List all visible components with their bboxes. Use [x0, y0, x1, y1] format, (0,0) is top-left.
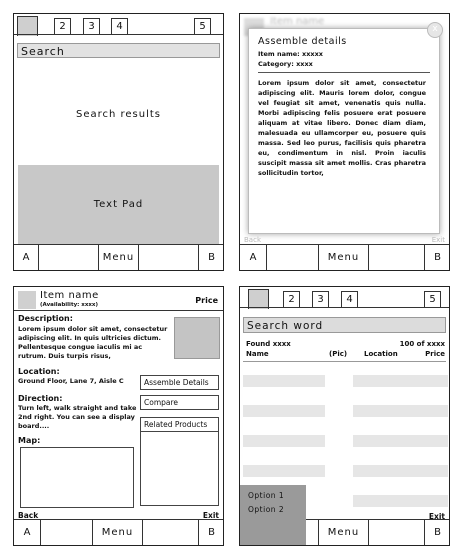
- bottom-bar: [14, 244, 223, 270]
- list-item[interactable]: [243, 405, 325, 417]
- popup-body: Lorem ipsum dolor sit amet, consectetur adipiscing elit. Mauris lorem dolor, congue vel feugiat sit amet, venenatis quis nulla. Morbi adipiscing felis posuere erat posuere aliquam at vitae libero. Donec diam diam, malesuada eu ullamcorper eu, posuere quis massa. Sed leo purus, facilisis quis pharetra eu, condimentum in nisl. Proin iaculis suscipit massa sit amet mollis. Cras pharetra sollicitudin tortor,: [258, 79, 426, 177]
- list-item[interactable]: [353, 495, 448, 507]
- back-link[interactable]: Back: [18, 511, 39, 520]
- map-label: Map:: [18, 436, 41, 445]
- softkey-b[interactable]: B: [198, 520, 224, 545]
- tab-1[interactable]: [17, 16, 38, 36]
- tab-1[interactable]: [248, 289, 269, 309]
- tab-3[interactable]: 3: [312, 291, 329, 307]
- assemble-details-button[interactable]: Assemble Details: [140, 375, 219, 390]
- location-text: Ground Floor, Lane 7, Aisle C: [18, 377, 124, 385]
- column-price[interactable]: Price: [425, 350, 445, 358]
- bottom-bar: [240, 244, 449, 270]
- list-item[interactable]: [353, 375, 448, 387]
- item-name: Item name: [40, 290, 99, 301]
- options-menu: [240, 485, 306, 546]
- result-range: 100 of xxxx: [399, 340, 445, 348]
- product-image: [174, 317, 220, 359]
- search-input[interactable]: Search: [17, 43, 220, 58]
- tab-5[interactable]: 5: [194, 18, 211, 34]
- compare-button[interactable]: Compare: [140, 395, 219, 410]
- tab-2[interactable]: 2: [283, 291, 300, 307]
- menu-button[interactable]: Menu: [92, 520, 142, 545]
- item-price: Price: [195, 296, 218, 305]
- screen-assemble-details: [239, 13, 450, 271]
- item-availability: (Availability: xxxx): [40, 302, 98, 308]
- item-thumbnail: [18, 291, 36, 309]
- map-area[interactable]: [20, 447, 134, 508]
- tab-4[interactable]: 4: [341, 291, 358, 307]
- direction-label: Direction:: [18, 394, 63, 403]
- softkey-b[interactable]: B: [424, 245, 450, 270]
- popup-title: Assemble details: [258, 36, 347, 47]
- list-item[interactable]: [353, 405, 448, 417]
- related-products-label: Related Products: [141, 418, 218, 432]
- popup-item-name: Item name: xxxxx: [258, 50, 323, 58]
- column-pic[interactable]: (Pic): [329, 350, 348, 358]
- softkey-a[interactable]: A: [22, 252, 30, 263]
- bottom-bar: [306, 519, 449, 545]
- exit-link[interactable]: Exit: [202, 511, 219, 520]
- list-item[interactable]: [243, 375, 325, 387]
- bottom-bar: [14, 519, 223, 545]
- softkey-b[interactable]: B: [198, 245, 224, 270]
- tab-5[interactable]: 5: [424, 291, 441, 307]
- close-icon[interactable]: x: [427, 22, 443, 38]
- column-name[interactable]: Name: [246, 350, 269, 358]
- tab-3[interactable]: 3: [83, 18, 100, 34]
- tab-bar: [14, 14, 223, 34]
- details-popup: [248, 28, 440, 234]
- related-products-panel: [140, 417, 219, 506]
- popup-category: Category: xxxx: [258, 60, 313, 68]
- description-text: Lorem ipsum dolor sit amet, consectetur adipiscing elit. In quis ultricies dictum. Pellentesque congue iaculis mi ac rutrum. Duis turpis risus,: [18, 325, 168, 360]
- text-pad[interactable]: Text Pad: [18, 165, 219, 245]
- direction-text: Turn left, walk straight and take 2nd right. You can see a display board....: [18, 404, 137, 430]
- option-1[interactable]: Option 1: [248, 491, 285, 500]
- list-item[interactable]: [353, 465, 448, 477]
- softkey-a[interactable]: A: [249, 252, 257, 263]
- search-word-input[interactable]: Search word: [243, 317, 446, 333]
- exit-link[interactable]: Exit: [431, 236, 445, 244]
- screen-search: [13, 13, 224, 271]
- softkey-b[interactable]: B: [424, 520, 450, 545]
- description-label: Description:: [18, 314, 73, 323]
- exit-link[interactable]: Exit: [428, 512, 445, 521]
- screen-item-details: [13, 286, 224, 546]
- tab-2[interactable]: 2: [54, 18, 71, 34]
- option-2[interactable]: Option 2: [248, 505, 285, 514]
- background-item-name: Item name: [270, 16, 325, 27]
- softkey-a[interactable]: A: [23, 527, 31, 538]
- location-label: Location:: [18, 367, 60, 376]
- column-location[interactable]: Location: [364, 350, 398, 358]
- back-link[interactable]: Back: [244, 236, 261, 244]
- search-results-label: Search results: [75, 109, 162, 120]
- list-item[interactable]: [243, 465, 325, 477]
- tab-bar: [240, 287, 449, 307]
- list-item[interactable]: [353, 435, 448, 447]
- tab-4[interactable]: 4: [111, 18, 128, 34]
- list-item[interactable]: [243, 435, 325, 447]
- menu-button[interactable]: Menu: [318, 245, 368, 270]
- menu-button[interactable]: Menu: [318, 520, 368, 545]
- found-count: Found xxxx: [246, 340, 291, 348]
- menu-button[interactable]: Menu: [98, 245, 138, 270]
- screen-search-results: [239, 286, 450, 546]
